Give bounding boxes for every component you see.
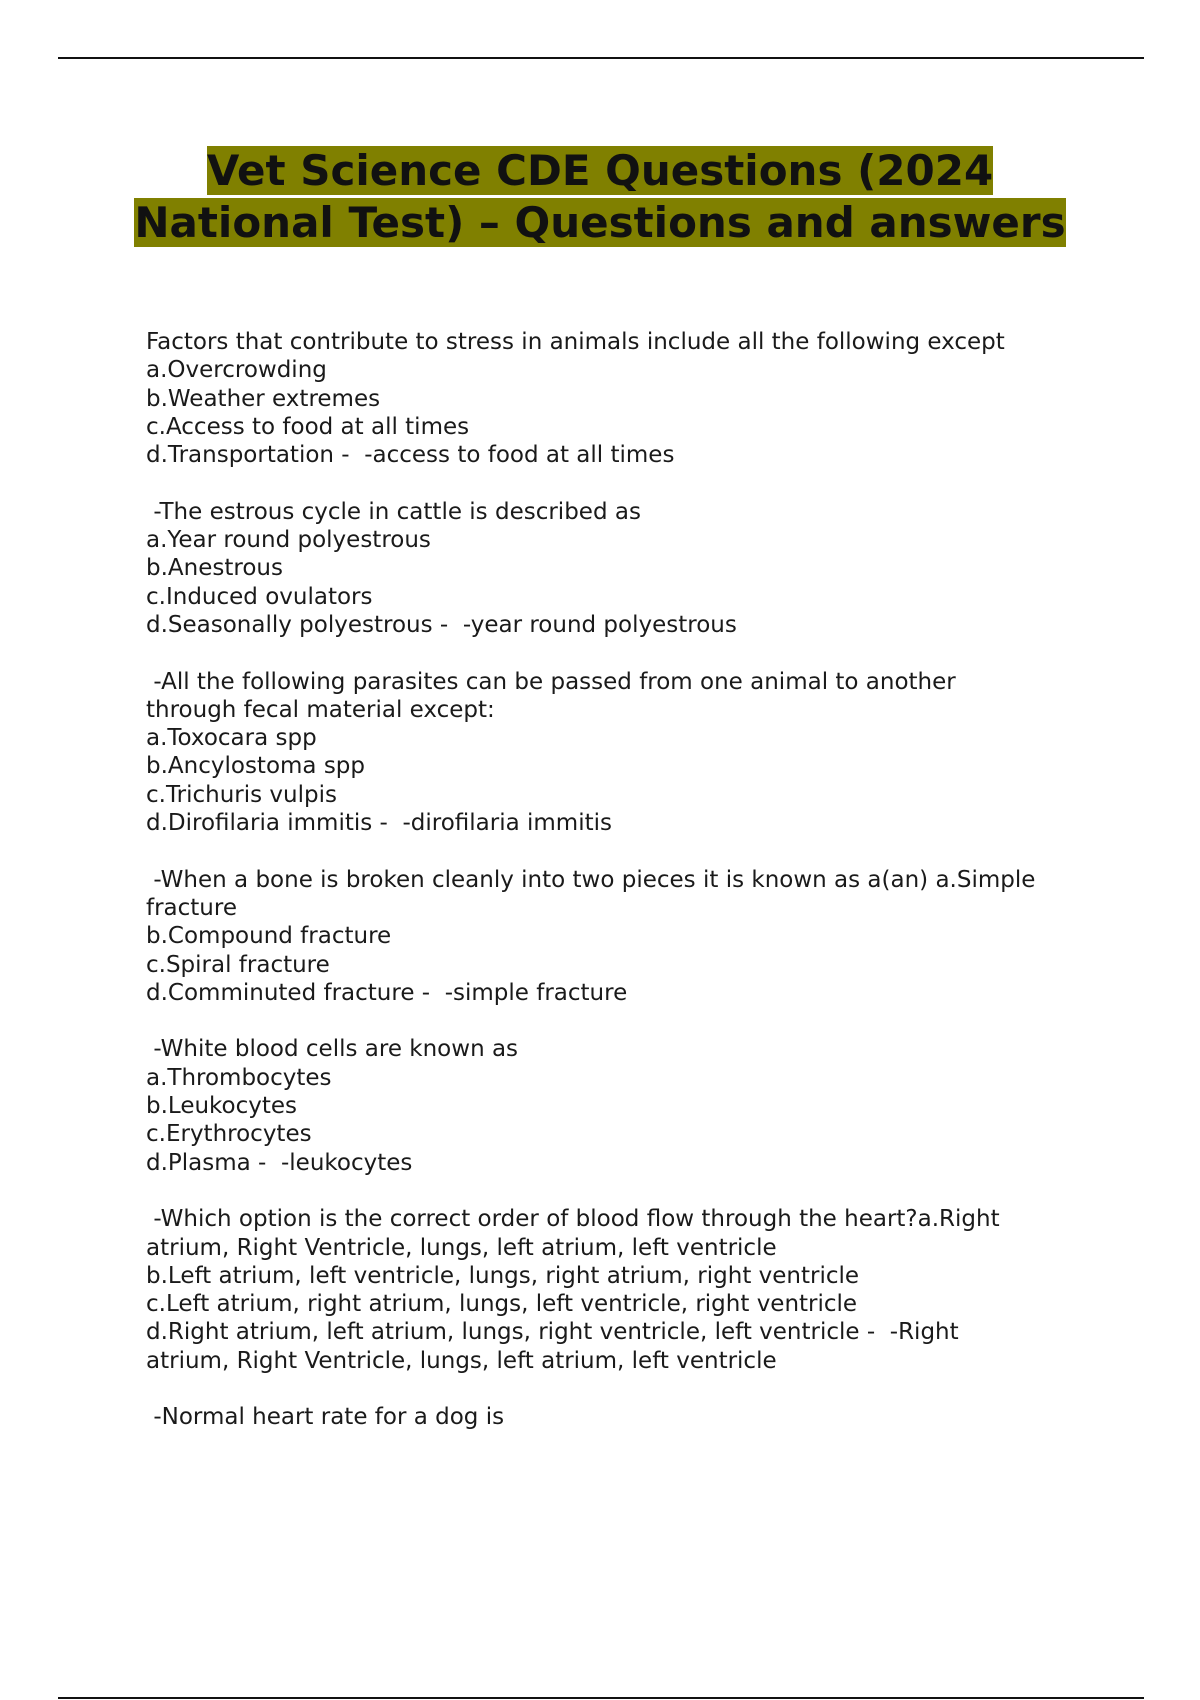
question-text: -Which option is the correct order of blood flow through the heart?a.Right [146,1206,1000,1233]
question-text: -Normal heart rate for a dog is [146,1404,505,1431]
question-block [146,668,1106,838]
answer-option-with-answer: d.Comminuted fracture - -simple fracture [146,979,628,1006]
answer-option: a.Year round polyestrous [146,527,431,554]
answer-option: a.Thrombocytes [146,1064,332,1091]
answer-option: c.Trichuris vulpis [146,781,337,808]
answer-option: b.Anestrous [146,555,283,582]
question-text: through fecal material except: [146,696,495,723]
answer-option: b.Leukocytes [146,1093,298,1120]
answer-option: c.Access to food at all times [146,413,470,440]
answer-option: c.Left atrium, right atrium, lungs, left ventricle, right ventricle [146,1291,858,1318]
question-block [146,498,1106,639]
answer-option: atrium, Right Ventricle, lungs, left atrium, left ventricle [146,1234,777,1261]
question-block [146,1205,1106,1375]
answer-option: a.Toxocara spp [146,725,317,752]
document-title: Vet Science CDE Questions (2024 National Test) – Questions and answers [134,146,1066,247]
question-text: -All the following parasites can be passed from one animal to another [146,668,956,695]
question-text: -White blood cells are known as [146,1036,519,1063]
answer-option: c.Spiral fracture [146,951,330,978]
question-text: -When a bone is broken cleanly into two pieces it is known as a(an) a.Simple [146,866,1036,893]
document-body [146,328,1106,1460]
question-block [146,1035,1106,1176]
answer-option-with-answer: d.Dirofilaria immitis - -dirofilaria immitis [146,810,612,837]
answer-option: b.Left atrium, left ventricle, lungs, right atrium, right ventricle [146,1262,860,1289]
answer-option: b.Weather extremes [146,385,381,412]
answer-option: c.Erythrocytes [146,1121,312,1148]
question-block [146,328,1106,469]
answer-option-with-answer: d.Right atrium, left atrium, lungs, right ventricle, left ventricle - -Right [146,1319,959,1346]
footer-rule [58,1697,1144,1699]
answer-option: b.Ancylostoma spp [146,753,366,780]
title-block [100,145,1100,249]
answer-option: fracture [146,894,237,921]
question-block [146,1403,1106,1431]
answer-option-with-answer: atrium, Right Ventricle, lungs, left atrium, left ventricle [146,1347,777,1374]
header-rule [58,57,1144,59]
answer-option: a.Overcrowding [146,357,327,384]
answer-option-with-answer: d.Plasma - -leukocytes [146,1149,413,1176]
answer-option: c.Induced ovulators [146,583,373,610]
question-text: -The estrous cycle in cattle is described as [146,498,641,525]
question-text: Factors that contribute to stress in animals include all the following except [146,329,1005,355]
answer-option-with-answer: d.Seasonally polyestrous - -year round polyestrous [146,611,737,638]
answer-option-with-answer: d.Transportation - -access to food at all times [146,442,675,469]
answer-option: b.Compound fracture [146,923,392,950]
question-block [146,866,1106,1007]
